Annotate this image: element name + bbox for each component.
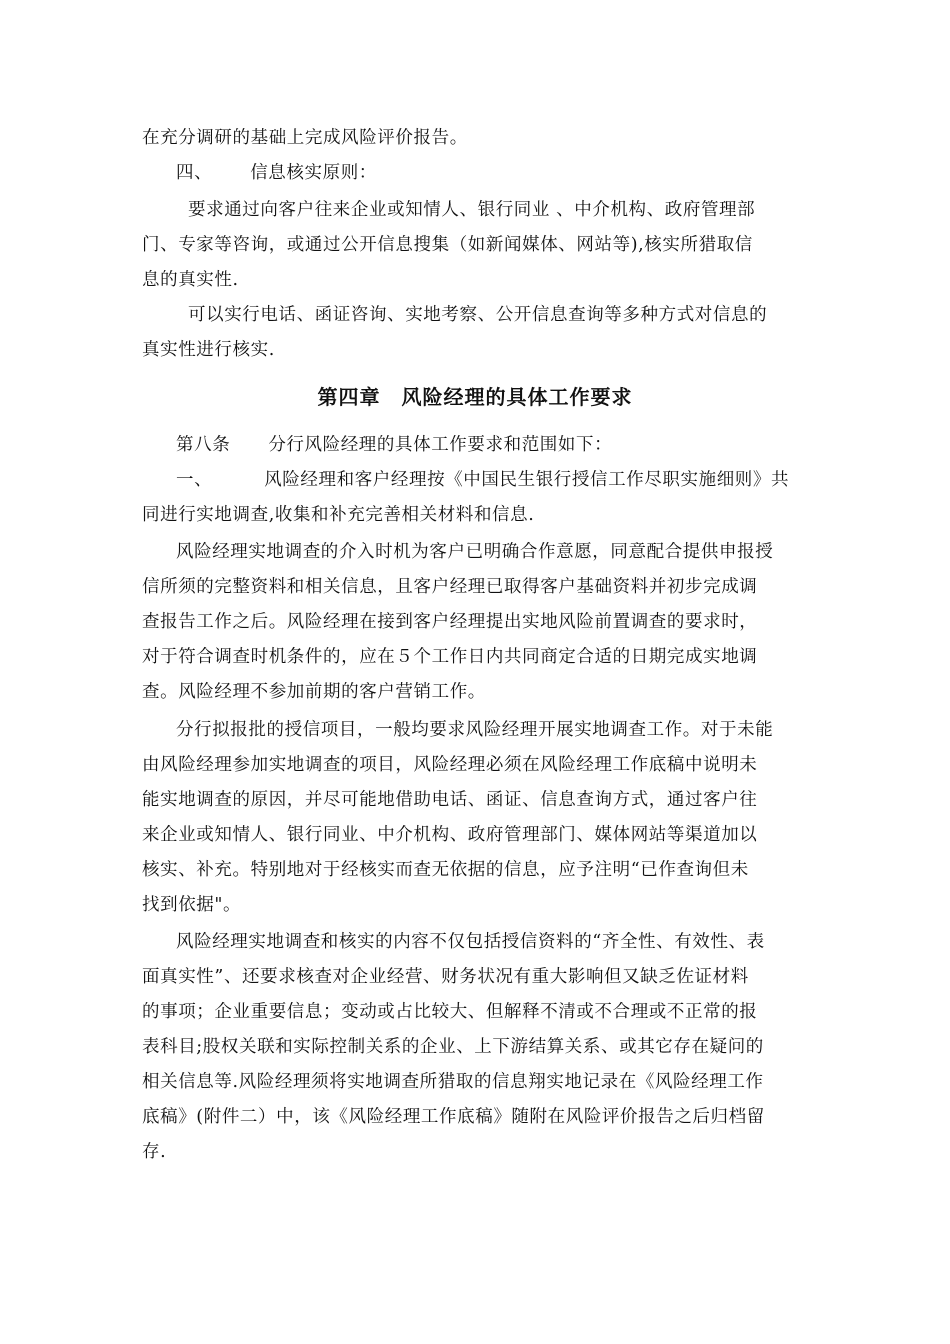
text-line: 来企业或知情人、银行同业、中介机构、政府管理部门、媒体网站等渠道加以 (142, 825, 758, 845)
text-line: 查报告工作之后。风险经理在接到客户经理提出实地风险前置调查的要求时， (142, 612, 758, 632)
article-number: 第八条 (176, 435, 231, 455)
item-number: 一、 (176, 470, 213, 490)
item-text: 风险经理和客户经理按《中国民生银行授信工作尽职实施细则》共 (264, 470, 790, 490)
text-line: 找到依据"。 (142, 895, 242, 915)
chapter-heading: 第四章 风险经理的具体工作要求 (317, 385, 633, 409)
article-text: 分行风险经理的具体工作要求和范围如下： (268, 435, 613, 455)
text-line: 可以实行电话、函证咨询、实地考察、公开信息查询等多种方式对信息的 (188, 305, 768, 325)
text-line: 的事项；企业重要信息；变动或占比较大、但解释不清或不合理或不正常的报 (142, 1002, 758, 1022)
text-line: 查。风险经理不参加前期的客户营销工作。 (142, 682, 486, 702)
section-number: 四、 (176, 163, 213, 183)
text-line: 在充分调研的基础上完成风险评价报告。 (142, 128, 468, 148)
text-line: 存. (142, 1142, 167, 1162)
text-line: 风险经理实地调查和核实的内容不仅包括授信资料的“齐全性、有效性、表 (176, 932, 765, 952)
text-line: 真实性进行核实. (142, 340, 275, 360)
section-title: 信息核实原则： (250, 163, 377, 183)
text-line: 相关信息等.风险经理须将实地调查所猎取的信息翔实地记录在《风险经理工作 (142, 1072, 764, 1092)
text-line: 能实地调查的原因，并尽可能地借助电话、函证、信息查询方式，通过客户往 (142, 790, 758, 810)
article-line (176, 433, 612, 457)
text-line: 表科目;股权关联和实际控制关系的企业、上下游结算关系、或其它存在疑问的 (142, 1037, 764, 1057)
text-line: 面真实性”、还要求核查对企业经营、财务状况有重大影响但又缺乏佐证材料 (142, 967, 749, 987)
text-line: 分行拟报批的授信项目，一般均要求风险经理开展实地调查工作。对于未能 (176, 720, 774, 740)
text-line: 息的真实性. (142, 270, 239, 290)
text-line: 要求通过向客户往来企业或知情人、银行同业 、中介机构、政府管理部 (188, 200, 756, 220)
item-one-line (176, 468, 789, 492)
text-line: 底稿》(附件二）中，该《风险经理工作底稿》随附在风险评价报告之后归档留 (142, 1107, 765, 1127)
text-line: 信所须的完整资料和相关信息，且客户经理已取得客户基础资料并初步完成调 (142, 577, 758, 597)
text-line: 由风险经理参加实地调查的项目，风险经理必须在风险经理工作底稿中说明未 (142, 755, 758, 775)
text-line: 核实、补充。特别地对于经核实而查无依据的信息，应予注明“已作查询但未 (142, 860, 749, 880)
section-four-line (176, 161, 377, 185)
text-line: 同进行实地调查,收集和补充完善相关材料和信息. (142, 505, 535, 525)
text-line: 对于符合调查时机条件的，应在５个工作日内共同商定合适的日期完成实地调 (142, 647, 758, 667)
text-line: 门、专家等咨询，或通过公开信息搜集（如新闻媒体、网站等),核实所猎取信 (142, 235, 753, 255)
text-line: 风险经理实地调查的介入时机为客户已明确合作意愿，同意配合提供申报授 (176, 542, 774, 562)
